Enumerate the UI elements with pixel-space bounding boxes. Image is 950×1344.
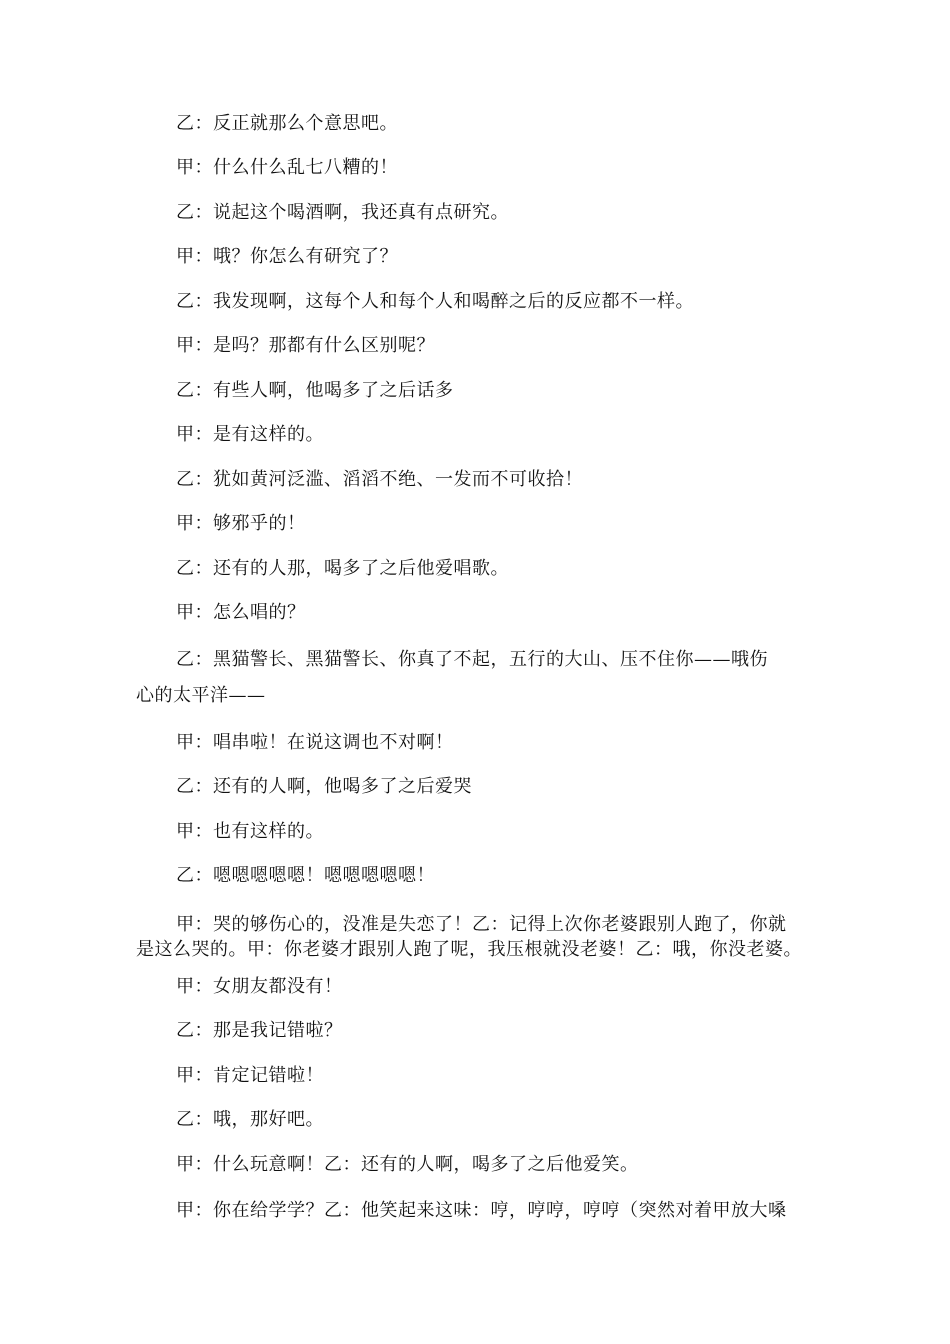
dialogue-line: 乙：哦，那好吧。 <box>176 1109 324 1130</box>
dialogue-line: 甲：怎么唱的？ <box>176 602 306 623</box>
dialogue-line-continuation: 心的太平洋—— <box>136 685 266 706</box>
dialogue-line: 乙：说起这个喝酒啊，我还真有点研究。 <box>176 202 509 223</box>
dialogue-line: 甲：什么玩意啊！乙：还有的人啊，喝多了之后他爱笑。 <box>176 1154 639 1175</box>
dialogue-line: 乙：反正就那么个意思吧。 <box>176 113 398 134</box>
dialogue-line: 甲：肯定记错啦！ <box>176 1065 324 1086</box>
dialogue-line: 乙：有些人啊，他喝多了之后话多 <box>176 380 454 401</box>
dialogue-line: 甲：也有这样的。 <box>176 821 324 842</box>
dialogue-line: 乙：那是我记错啦？ <box>176 1020 343 1041</box>
dialogue-line: 乙：还有的人啊，他喝多了之后爱哭 <box>176 776 472 797</box>
dialogue-line: 甲：唱串啦！在说这调也不对啊！ <box>176 732 454 753</box>
dialogue-line: 甲：女朋友都没有！ <box>176 976 343 997</box>
dialogue-line: 甲：哦？你怎么有研究了？ <box>176 246 398 267</box>
dialogue-line: 乙：还有的人那，喝多了之后他爱唱歌。 <box>176 558 509 579</box>
dialogue-line: 甲：你在给学学？乙：他笑起来这味：哼，哼哼，哼哼（突然对着甲放大嗓 <box>176 1200 787 1221</box>
dialogue-line: 乙：我发现啊，这每个人和每个人和喝醉之后的反应都不一样。 <box>176 291 694 312</box>
dialogue-line: 甲：什么什么乱七八糟的！ <box>176 157 398 178</box>
dialogue-line: 甲：哭的够伤心的，没准是失恋了！乙：记得上次你老婆跟别人跑了，你就 <box>176 914 787 935</box>
dialogue-line: 乙：嗯嗯嗯嗯嗯！嗯嗯嗯嗯嗯！ <box>176 865 435 886</box>
dialogue-line: 甲：是有这样的。 <box>176 424 324 445</box>
dialogue-line-continuation: 是这么哭的。甲：你老婆才跟别人跑了呢，我压根就没老婆！乙：哦，你没老婆。 <box>136 939 802 960</box>
dialogue-line: 乙：犹如黄河泛滥、滔滔不绝、一发而不可收拾！ <box>176 469 583 490</box>
dialogue-line: 甲：是吗？那都有什么区别呢？ <box>176 335 435 356</box>
dialogue-line: 乙：黑猫警长、黑猫警长、你真了不起，五行的大山、压不住你——哦伤 <box>176 649 768 670</box>
dialogue-line: 甲：够邪乎的！ <box>176 513 306 534</box>
